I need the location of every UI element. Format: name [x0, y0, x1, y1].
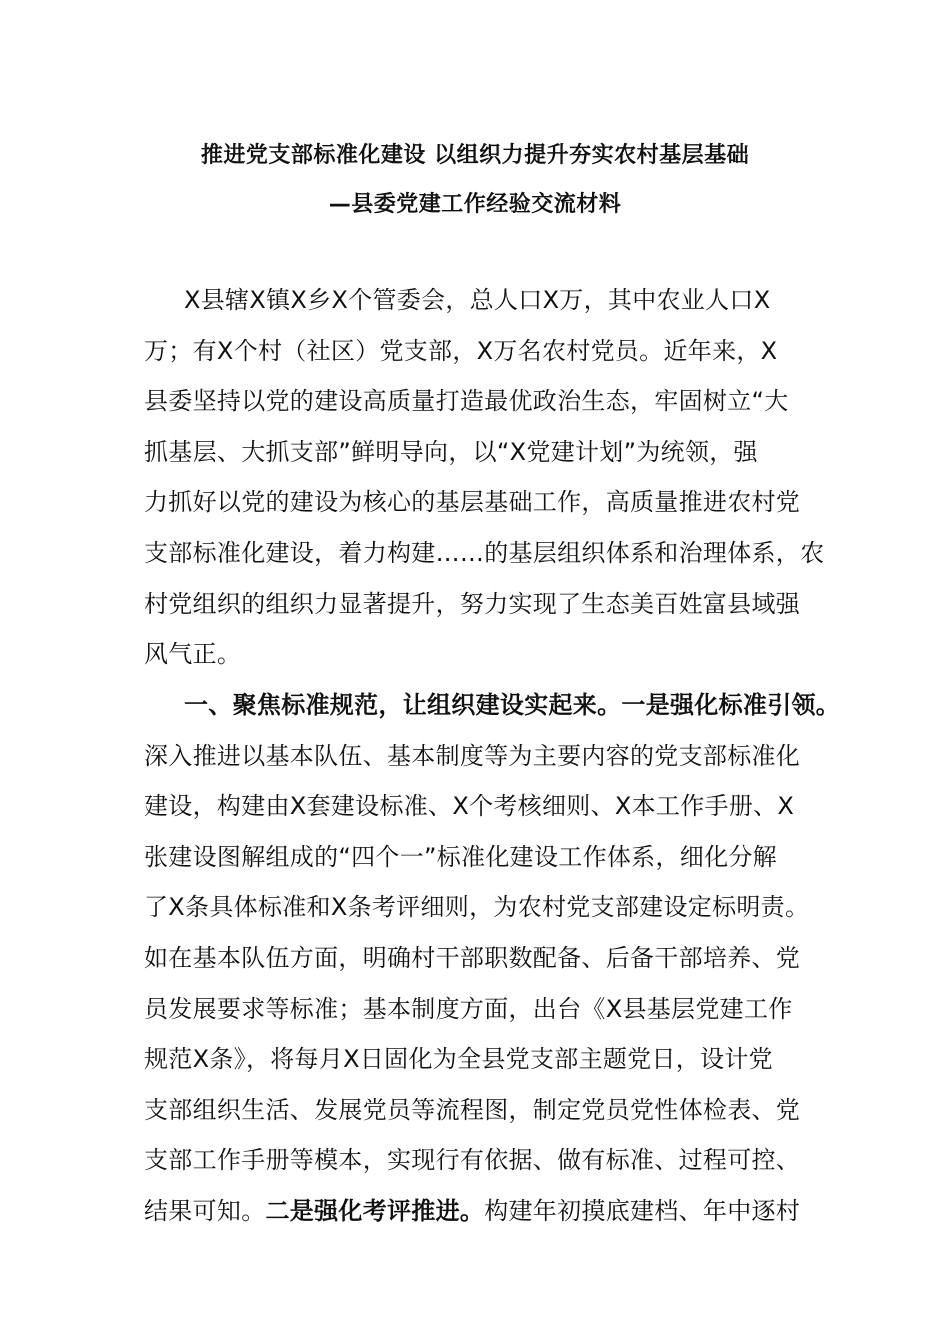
paragraph-line: 张建设图解组成的“四个一”标准化建设工作体系，细化分解: [144, 842, 777, 871]
paragraph-line: 万；有X个村（社区）党支部，X万名农村党员。近年来，X: [144, 336, 778, 365]
line-start-text: 结果可知。: [144, 1196, 266, 1225]
paragraph-line: 县委坚持以党的建设高质量打造最优政治生态，牢固树立“大: [144, 387, 789, 416]
paragraph-line: X县辖X镇X乡X个管委会，总人口X万，其中农业人口X: [184, 286, 771, 314]
paragraph-line: 支部组织生活、发展党员等流程图，制定党员党性体检表、党: [144, 1095, 801, 1124]
paragraph-line: 抓基层、大抓支部”鲜明导向，以“X党建计划”为统领，强: [144, 437, 758, 466]
lead-point-2: 二是强化考评推进。: [265, 1196, 485, 1225]
paragraph-line: 力抓好以党的建设为核心的基层基础工作，高质量推进农村党: [144, 488, 801, 517]
paragraph-line: 支部工作手册等模本，实现行有依据、做有标准、过程可控、: [144, 1146, 801, 1175]
paragraph-line: 如在基本队伍方面，明确村干部职数配备、后备干部培养、党: [144, 943, 801, 972]
lead-point-1: 一是强化标准引领。: [621, 691, 841, 719]
paragraph-intro: [144, 275, 824, 680]
section-heading: 一、聚焦标准规范，让组织建设实起来。: [184, 691, 622, 719]
paragraph-line: 村党组织的组织力显著提升，努力实现了生态美百姓富县域强: [144, 589, 801, 618]
paragraph-line: 支部标准化建设，着力构建……的基层组织体系和治理体系，农: [144, 538, 825, 567]
paragraph-line: 员发展要求等标准；基本制度方面，出台《X县基层党建工作: [144, 994, 793, 1023]
line-end-text: 构建年初摸底建档、年中逐村: [484, 1196, 801, 1225]
document-title: 推进党支部标准化建设 以组织力提升夯实农村基层基础: [200, 143, 750, 168]
paragraph-line: 建设，构建由X套建设标准、X个考核细则、X本工作手册、X: [144, 792, 795, 821]
paragraph-section-one: [144, 680, 841, 1237]
paragraph-last-line: [144, 1186, 824, 1237]
paragraph-line: 规范X条》，将每月X日固化为全县党支部主题党日，设计党: [144, 1045, 773, 1074]
paragraph-line: 风气正。: [144, 640, 242, 669]
section-heading-line: [144, 680, 841, 731]
document-subtitle: —县委党建工作经验交流材料: [328, 192, 622, 217]
paragraph-line: 了X条具体标准和X条考评细则，为农村党支部建设定标明责。: [144, 893, 810, 922]
paragraph-line: 深入推进以基本队伍、基本制度等为主要内容的党支部标准化: [144, 741, 801, 770]
